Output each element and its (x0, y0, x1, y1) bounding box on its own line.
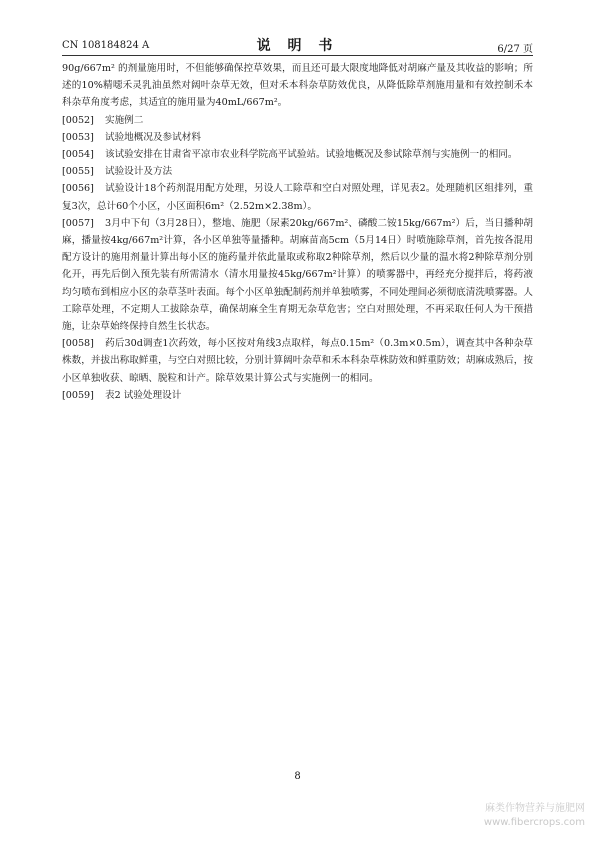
watermark-site-name: 麻类作物营养与施肥网 (485, 803, 585, 814)
paragraph-text: 试验地概况及参试材料 (105, 131, 201, 143)
page-header (62, 33, 533, 56)
paragraph-text: 实施例二 (105, 114, 144, 126)
paragraph-0057 (62, 215, 533, 335)
paragraph-0055 (62, 163, 533, 180)
paragraph-text: 试验设计18个药剂混用配方处理，另设人工除草和空白对照处理，详见表2。处理随机区组排列，重复3次，总计60个小区，小区面积6m²（2.52m×2.38m）。 (62, 183, 533, 212)
paragraph-0056 (62, 180, 533, 214)
paragraph-number: [0054] (62, 149, 94, 161)
paragraph-0052 (62, 112, 533, 129)
paragraph-0058 (62, 335, 533, 387)
paragraph-0053 (62, 129, 533, 146)
paragraph-number: [0058] (62, 338, 94, 350)
page-number: 8 (294, 771, 301, 782)
paragraph-number: [0056] (62, 183, 94, 195)
paragraph-number: [0053] (62, 131, 94, 143)
page-indicator: 6/27 页 (497, 44, 533, 55)
document-body (62, 60, 533, 404)
paragraph-text: 3月中下旬（3月28日），整地、施肥（尿素20kg/667m²、磷酸二铵15kg/667m²）后，当日播种胡麻，播量按4kg/667m²计算，各小区单独等量播种。胡麻苗高5cm（5月14日）时喷施除草剂，首先按各混用配方设计的施用剂量计算出每小区的施药量并依此量取或称取2种除草剂，然后以少量的温水将2种除草剂分别化开，再先后倒入预先装有所需清水（清水用量按45kg/667m²计算）的喷雾器中，再经充分搅拌后，将药液均匀喷布到相应小区的杂草茎叶表面。每个小区单独配制药剂并单独喷雾，不同处理间必须彻底清洗喷雾器。人工除草处理，不定期人工拔除杂草，确保胡麻全生育期无杂草危害；空白对照处理，不再采取任何人为干预措施，让杂草始终保持自然生长状态。 (62, 217, 533, 333)
paragraph-continued (62, 60, 533, 112)
paragraph-text: 该试验安排在甘肃省平凉市农业科学院高平试验站。试验地概况及参试除草剂与实施例一的相同。 (105, 149, 518, 161)
document-title: 说 明 书 (256, 38, 339, 54)
paragraph-text: 药后30d调查1次药效，每小区按对角线3点取样，每点0.15m²（0.3m×0.5m），调查其中各种杂草株数，并拔出称取鲜重，与空白对照比较，分别计算阔叶杂草和禾本科杂草株防效和鲜重防效；胡麻成熟后，按小区单独收获、晾晒、脱粒和计产。除草效果计算公式与实施例一的相同。 (62, 338, 533, 384)
paragraph-0059 (62, 387, 533, 404)
watermark (484, 802, 585, 830)
watermark-url: www.fibercrops.com (483, 817, 585, 828)
paragraph-0054 (62, 146, 533, 163)
paragraph-number: [0052] (62, 114, 94, 126)
paragraph-text: 90g/667m² 的剂量施用时，不但能够确保控草效果，而且还可最大限度地降低对胡麻产量及其收益的影响；所述的10%精噁禾灵乳油虽然对阔叶杂草无效，但对禾本科杂草防效优良，从降低除草剂施用量和有效控制禾本科杂草角度考虑，其适宜的施用量为40mL/667m²。 (62, 63, 533, 109)
paragraph-number: [0057] (62, 217, 94, 229)
paragraph-text: 表2 试验处理设计 (105, 389, 182, 401)
paragraph-number: [0055] (62, 166, 94, 178)
paragraph-text: 试验设计及方法 (105, 166, 173, 178)
paragraph-number: [0059] (62, 389, 94, 401)
patent-number: CN 108184824 A (62, 40, 150, 51)
